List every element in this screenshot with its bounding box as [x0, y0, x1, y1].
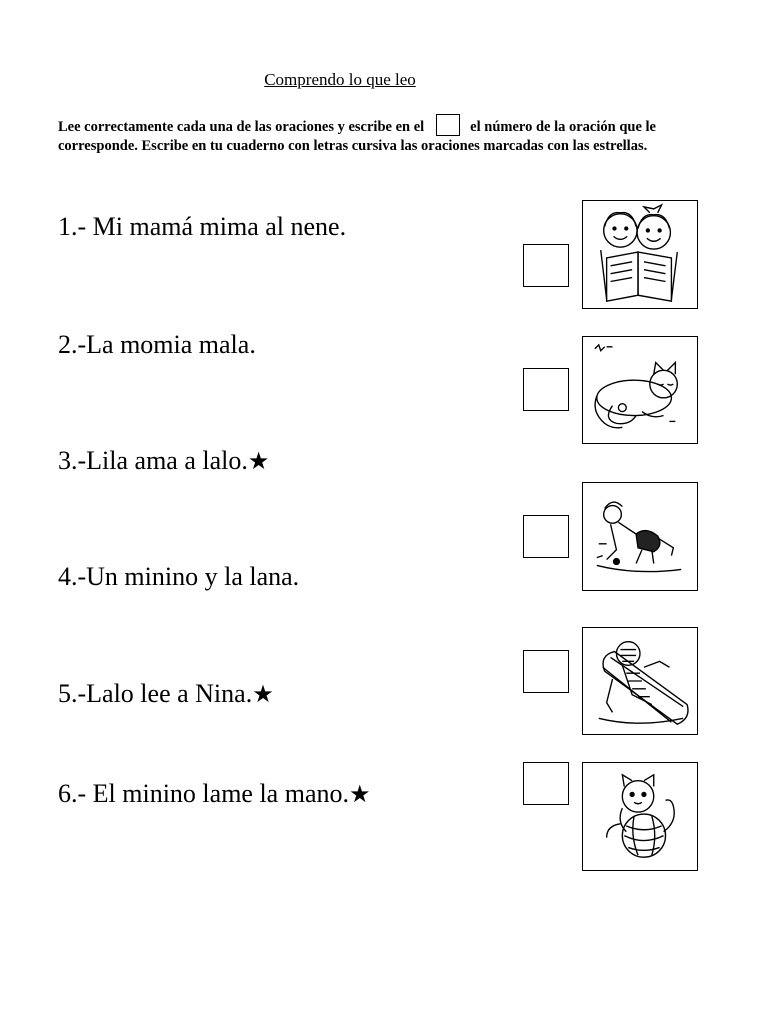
- star-icon: ★: [349, 780, 371, 808]
- picture-2: [582, 336, 698, 444]
- picture-3: [582, 482, 698, 591]
- answer-box-2[interactable]: [523, 368, 569, 411]
- example-answer-box: [436, 114, 460, 136]
- instructions-part2: el número de la oración que le corresponde. Escribe en tu cuaderno con letras cursiva las oraciones marcadas con las estrellas.: [58, 119, 656, 154]
- sentence-1: [58, 212, 346, 242]
- sleeping-cat-icon: [583, 337, 697, 443]
- picture-4: [582, 627, 698, 735]
- answer-box-4[interactable]: [523, 650, 569, 693]
- sentence-3: [58, 446, 269, 476]
- cat-with-yarn-icon: [583, 763, 697, 870]
- star-icon: ★: [247, 447, 270, 475]
- sentence-text: 6.- El minino lame la mano.: [58, 779, 349, 808]
- child-playing-icon: [583, 483, 697, 590]
- answer-box-1[interactable]: [523, 244, 569, 287]
- picture-5: [582, 762, 698, 871]
- mummy-icon: [583, 628, 697, 734]
- children-reading-icon: [583, 201, 697, 308]
- sentence-text: 5.-Lalo lee a Nina.: [58, 679, 253, 708]
- sentence-6: [58, 779, 371, 809]
- sentence-text: 3.-Lila ama a lalo.: [58, 446, 248, 475]
- star-icon: ★: [252, 680, 274, 708]
- instructions: [58, 114, 678, 156]
- answer-box-5[interactable]: [523, 762, 569, 805]
- sentence-2: [58, 330, 256, 360]
- sentence-text: 2.-La momia mala.: [58, 330, 256, 359]
- page-title: Comprendo lo que leo: [264, 70, 416, 89]
- instructions-part1: Lee correctamente cada una de las oraciones y escribe en el: [58, 119, 425, 135]
- picture-1: [582, 200, 698, 309]
- answer-box-3[interactable]: [523, 515, 569, 558]
- sentence-5: [58, 679, 274, 709]
- sentence-text: 1.- Mi mamá mima al nene.: [58, 212, 347, 241]
- sentence-4: [58, 562, 299, 592]
- sentence-text: 4.-Un minino y la lana.: [58, 562, 300, 591]
